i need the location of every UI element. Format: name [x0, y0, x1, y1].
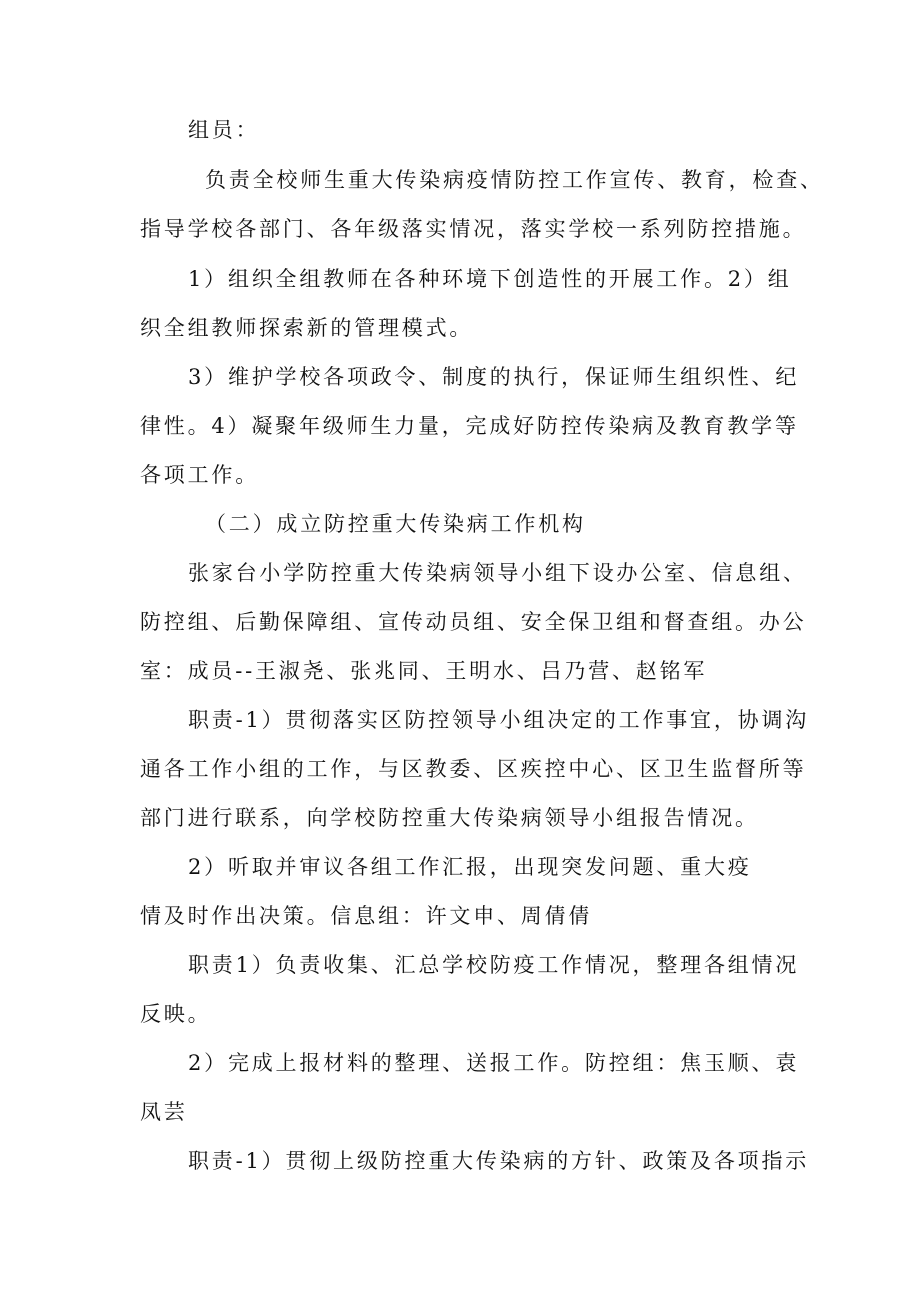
doc-line-21: 凤芸	[140, 1100, 188, 1124]
doc-line-17: 情及时作出决策。信息组：许文申、周倩倩	[140, 904, 593, 928]
doc-line-2: 负责全校师生重大传染病疫情防控工作宣传、教育，检查、	[205, 168, 824, 192]
doc-line-3: 指导学校各部门、各年级落实情况，落实学校一系列防控措施。	[140, 217, 807, 241]
doc-line-18: 职责1）负责收集、汇总学校防疫工作情况，整理各组情况	[188, 953, 800, 977]
doc-line-19: 反映。	[140, 1002, 212, 1026]
doc-line-6: 3）维护学校各项政令、制度的执行，保证师生组织性、纪	[188, 365, 800, 389]
doc-line-16: 2）听取并审议各组工作汇报，出现突发问题、重大疫	[188, 855, 752, 879]
doc-line-4: 1）组织全组教师在各种环境下创造性的开展工作。2）组	[188, 267, 792, 291]
doc-line-15: 部门进行联系，向学校防控重大传染病领导小组报告情况。	[140, 806, 759, 830]
doc-line-1: 组员：	[188, 118, 260, 142]
doc-line-14: 通各工作小组的工作，与区教委、区疾控中心、区卫生监督所等	[140, 757, 807, 781]
doc-line-22: 职责-1）贯彻上级防控重大传染病的方针、政策及各项指示	[188, 1149, 810, 1173]
doc-line-11: 防控组、后勤保障组、宣传动员组、安全保卫组和督查组。办公	[140, 610, 807, 634]
doc-line-10: 张家台小学防控重大传染病领导小组下设办公室、信息组、	[188, 561, 807, 585]
doc-line-13: 职责-1）贯彻落实区防控领导小组决定的工作事宜，协调沟	[188, 708, 810, 732]
doc-line-20: 2）完成上报材料的整理、送报工作。防控组：焦玉顺、袁	[188, 1051, 800, 1075]
doc-line-7: 律性。4）凝聚年级师生力量，完成好防控传染病及教育教学等	[140, 414, 799, 438]
doc-line-5: 织全组教师探索新的管理模式。	[140, 316, 474, 340]
doc-line-12: 室：成员--王淑尧、张兆同、王明水、吕乃营、赵铭军	[140, 659, 708, 683]
section-heading: （二）成立防控重大传染病工作机构	[205, 512, 586, 536]
doc-line-8: 各项工作。	[140, 463, 259, 487]
